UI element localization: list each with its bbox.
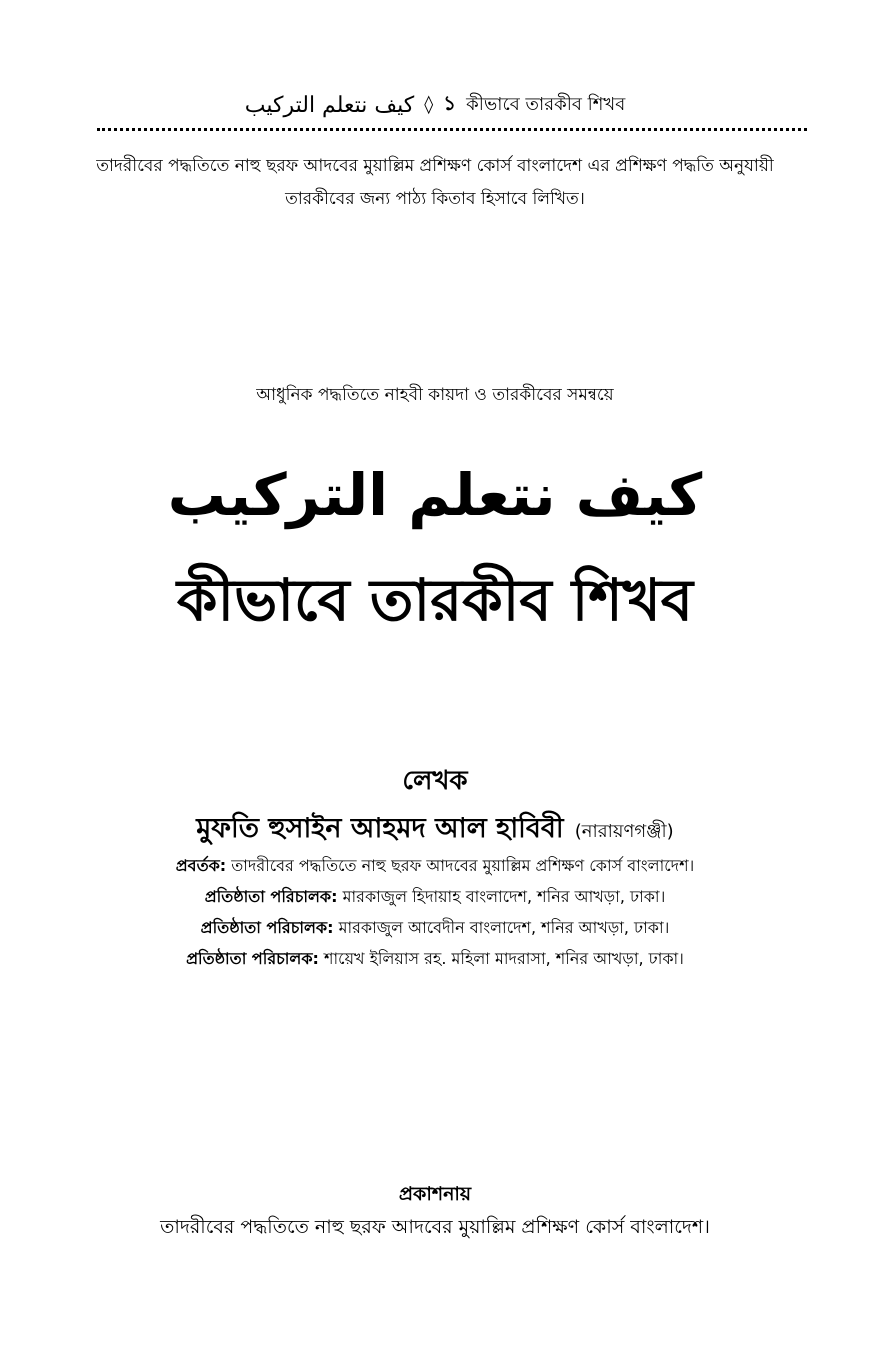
author-name: মুফতি হুসাইন আহমদ আল হাবিবী (196, 813, 564, 844)
author-roles (60, 850, 810, 974)
role-line (60, 912, 810, 943)
role-text: শায়েখ ইলিয়াস রহ. মহিলা মাদরাসা, শনির আখড়া, ঢাকা। (324, 949, 684, 968)
diamond-ornament-icon: ◊ (424, 94, 434, 115)
running-header-arabic-title: كيف نتعلم التركيب (244, 92, 415, 118)
running-header (0, 88, 870, 122)
role-label: প্রতিষ্ঠাতা পরিচালক: (200, 918, 334, 937)
role-label: প্রতিষ্ঠাতা পরিচালক: (186, 949, 319, 968)
book-subtitle: আধুনিক পদ্ধতিতে নাহবী কায়দা ও তারকীবের সমন্বয়ে (256, 385, 614, 405)
role-line (60, 881, 810, 912)
intro-paragraph: তাদরীবের পদ্ধতিতে নাহু ছরফ আদবের মুয়াল্লিম প্রশিক্ষণ কোর্স বাংলাদেশ এর প্রশিক্ষণ পদ্ধতি অনুযায়ী তারকীবের জন্য পাঠ্য কিতাব হিসাবে লিখিত। (96, 156, 774, 209)
publisher-name: তাদরীবের পদ্ধতিতে নাহু ছরফ আদবের মুয়াল্লিম প্রশিক্ষণ কোর্স বাংলাদেশ। (160, 1216, 710, 1238)
role-text: তাদরীবের পদ্ধতিতে নাহু ছরফ আদবের মুয়াল্লিম প্রশিক্ষণ কোর্স বাংলাদেশ। (231, 856, 695, 875)
role-line (60, 943, 810, 974)
role-text: মারকাজুল হিদায়াহ বাংলাদেশ, শনির আখড়া, ঢাকা। (342, 887, 666, 906)
page-number: ১ (443, 90, 457, 115)
role-text: মারকাজুল আবেদীন বাংলাদেশ, শনির আখড়া, ঢাকা। (338, 918, 670, 937)
book-title-arabic: كيف نتعلم التركيب (167, 461, 703, 529)
author-line (0, 808, 870, 853)
header-divider (97, 128, 807, 131)
role-label: প্রতিষ্ঠাতা পরিচালক: (204, 887, 338, 906)
role-label: প্রবর্তক: (175, 856, 227, 875)
role-line (60, 850, 810, 881)
author-label: লেখক (402, 766, 468, 796)
publisher-label: প্রকাশনায় (398, 1183, 472, 1205)
author-origin: (নারায়ণগঞ্জী) (574, 821, 674, 842)
running-header-bengali-title: কীভাবে তারকীব শিখব (466, 93, 626, 115)
book-title-bengali: কীভাবে তারকীব শিখব (176, 566, 694, 634)
